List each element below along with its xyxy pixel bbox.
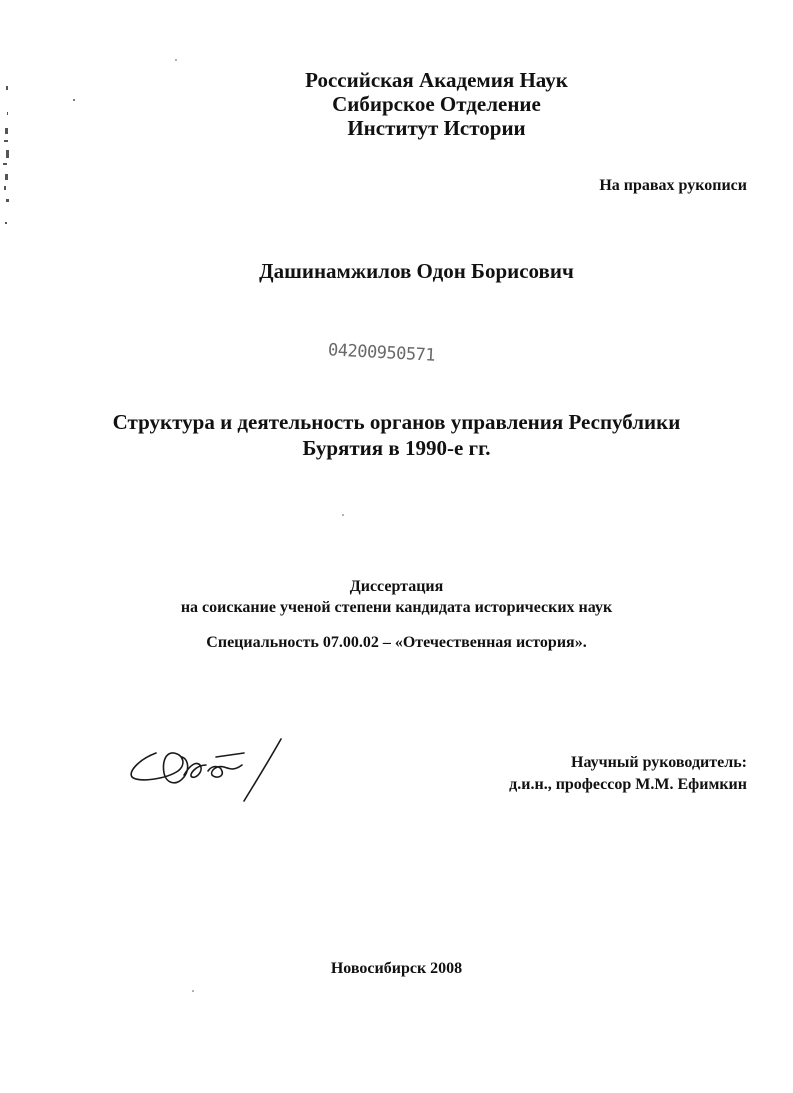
signature-stroke-1: [131, 753, 187, 783]
dissertation-title: [0, 409, 793, 461]
signature-stroke-5: [244, 739, 281, 801]
dissertation-purpose: на соискание ученой степени кандидата исторических наук: [180, 599, 613, 616]
advisor-label: Научный руководитель:: [571, 754, 747, 771]
dissertation-info: [0, 576, 793, 618]
signature-stroke-4: [216, 753, 244, 757]
signature-stroke-3: [208, 765, 242, 777]
margin-marks: [3, 59, 344, 992]
title-line-2: Бурятия в 1990-е гг.: [302, 436, 491, 460]
library-stamp: 04200950571: [327, 340, 436, 366]
org-line-branch: Сибирское Отделение: [332, 92, 541, 116]
specialty: Специальность 07.00.02 – «Отечественная история».: [206, 634, 587, 651]
org-line-institute: Институт Истории: [347, 116, 526, 140]
dissertation-label: Диссертация: [349, 578, 444, 595]
organization-header: [0, 68, 793, 140]
signature-image: [126, 735, 286, 805]
city-year: Новосибирск 2008: [330, 960, 463, 977]
org-line-academy: Российская Академия Наук: [305, 68, 568, 92]
advisor-name: д.и.н., профессор М.М. Ефимкин: [509, 776, 747, 793]
scientific-advisor: [509, 752, 747, 796]
author-name: Дашинамжилов Одон Борисович: [259, 259, 574, 283]
title-line-1: Структура и деятельность органов управления Республики: [112, 410, 681, 434]
rights-note: На правах рукописи: [599, 177, 747, 194]
